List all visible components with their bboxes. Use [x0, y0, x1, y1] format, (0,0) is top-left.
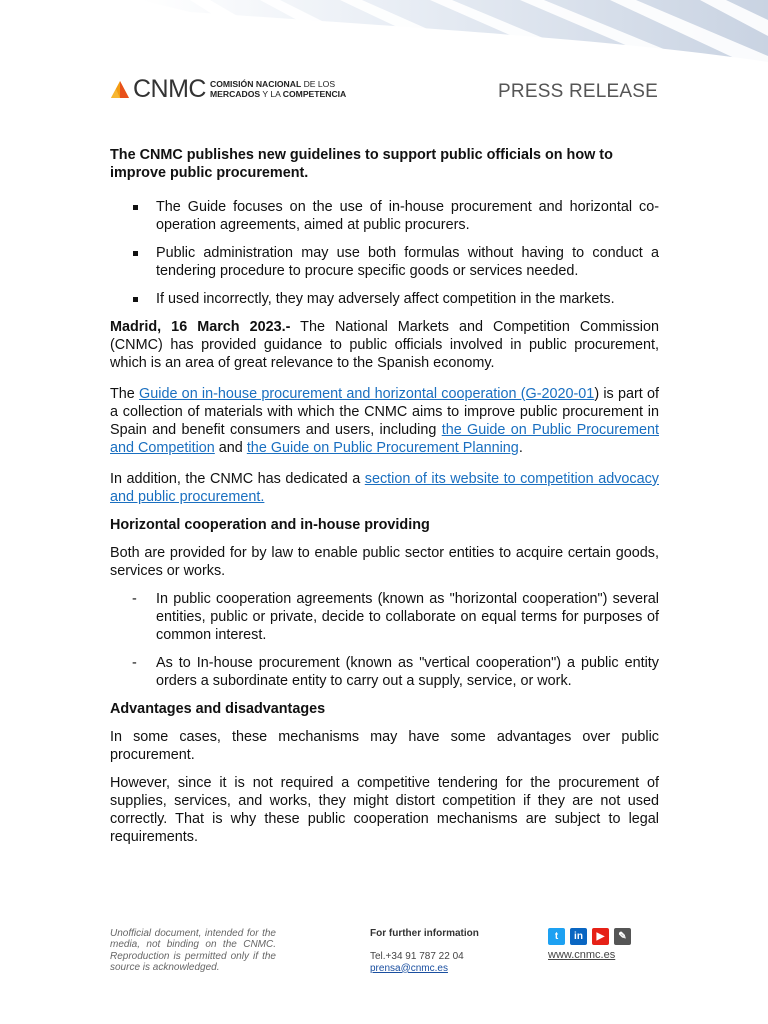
key-point: Public administration may use both formulas without having to conduct a tendering procedure to procure specific goods or services needed.	[110, 244, 659, 280]
blog-icon[interactable]: ✎	[614, 928, 631, 945]
further-info-label: For further information	[370, 928, 479, 939]
article-body	[110, 146, 659, 846]
advantages-paragraph: In some cases, these mechanisms may have some advantages over public procurement.	[110, 729, 659, 763]
headline: The CNMC publishes new guidelines to support public officials on how to improve public procurement.	[110, 147, 613, 181]
dateline: Madrid, 16 March 2023.-	[110, 319, 291, 335]
cooperation-item: - In public cooperation agreements (known as "horizontal cooperation") several entities, public or private, decide to collaborate on equal terms for purposes of common interest.	[110, 590, 659, 644]
footer-social	[548, 928, 631, 961]
footer-disclaimer: Unofficial document, intended for the media, not binding on the CNMC. Reproduction is permitted only if the source is acknowledged.	[110, 928, 276, 973]
phone-number: Tel.+34 91 787 22 04	[370, 951, 464, 963]
guide-paragraph: The Guide on in-house procurement and horizontal cooperation (G-2020-01) is part of a collection of materials with which the CNMC aims to improve public procurement in Spain and benefit consumers and users, including the Guide on Public Procurement and Competition and the Guide on Public Procurement Planning.	[110, 386, 660, 456]
cnmc-logo-icon	[109, 78, 131, 100]
section-heading-horizontal: Horizontal cooperation and in-house providing	[110, 517, 430, 533]
youtube-icon[interactable]: ▶	[592, 928, 609, 945]
guide-in-house-link[interactable]: Guide on in-house procurement and horizontal cooperation (G-2020-01	[139, 386, 595, 402]
linkedin-icon[interactable]: in	[570, 928, 587, 945]
logo-cnmc-text: CNMC	[133, 75, 206, 103]
cooperation-item: - As to In-house procurement (known as "vertical cooperation") a public entity orders a subordinate entity to carry out a supply, service, or work.	[110, 654, 659, 690]
addition-paragraph: In addition, the CNMC has dedicated a section of its website to competition advocacy and public procurement.	[110, 471, 659, 505]
intro-paragraph: Madrid, 16 March 2023.- The National Markets and Competition Commission (CNMC) has provided guidance to public officials involved in public procurement, which is an area of great relevance to the Spanish economy.	[110, 319, 659, 371]
footer-contact	[370, 928, 479, 974]
disadvantages-paragraph: However, since it is not required a competitive tendering for the procurement of supplies, services, and works, they might distort competition if they are not used correctly. That is why these public cooperation mechanisms are subject to legal requirements.	[110, 775, 659, 845]
key-point: The Guide focuses on the use of in-house procurement and horizontal co-operation agreements, aimed at public procurers.	[110, 198, 659, 234]
press-release-label: PRESS RELEASE	[498, 81, 658, 102]
cnmc-logo	[109, 75, 347, 103]
website-link[interactable]: www.cnmc.es	[548, 949, 616, 961]
press-email-link[interactable]: prensa@cnmc.es	[370, 962, 448, 974]
section-heading-advantages: Advantages and disadvantages	[110, 701, 326, 717]
key-points-list	[110, 198, 659, 308]
section1-text: Both are provided for by law to enable public sector entities to acquire certain goods, services or works.	[110, 545, 659, 579]
guide-procurement-planning-link[interactable]: the Guide on Public Procurement Planning	[246, 440, 519, 456]
logo-full-name: COMISIÓN NACIONAL DE LOS MERCADOS Y LA COMPETENCIA	[210, 79, 347, 99]
cooperation-types-list	[110, 590, 659, 690]
header-decoration	[0, 0, 768, 70]
competition-advocacy-link[interactable]: section of its website to competition advocacy and public procurement.	[110, 471, 659, 505]
guide-procurement-competition-link[interactable]: the Guide on Public Procurement and Competition	[110, 422, 659, 456]
key-point: If used incorrectly, they may adversely affect competition in the markets.	[110, 290, 659, 308]
twitter-icon[interactable]: t	[548, 928, 565, 945]
social-icons	[548, 928, 631, 945]
